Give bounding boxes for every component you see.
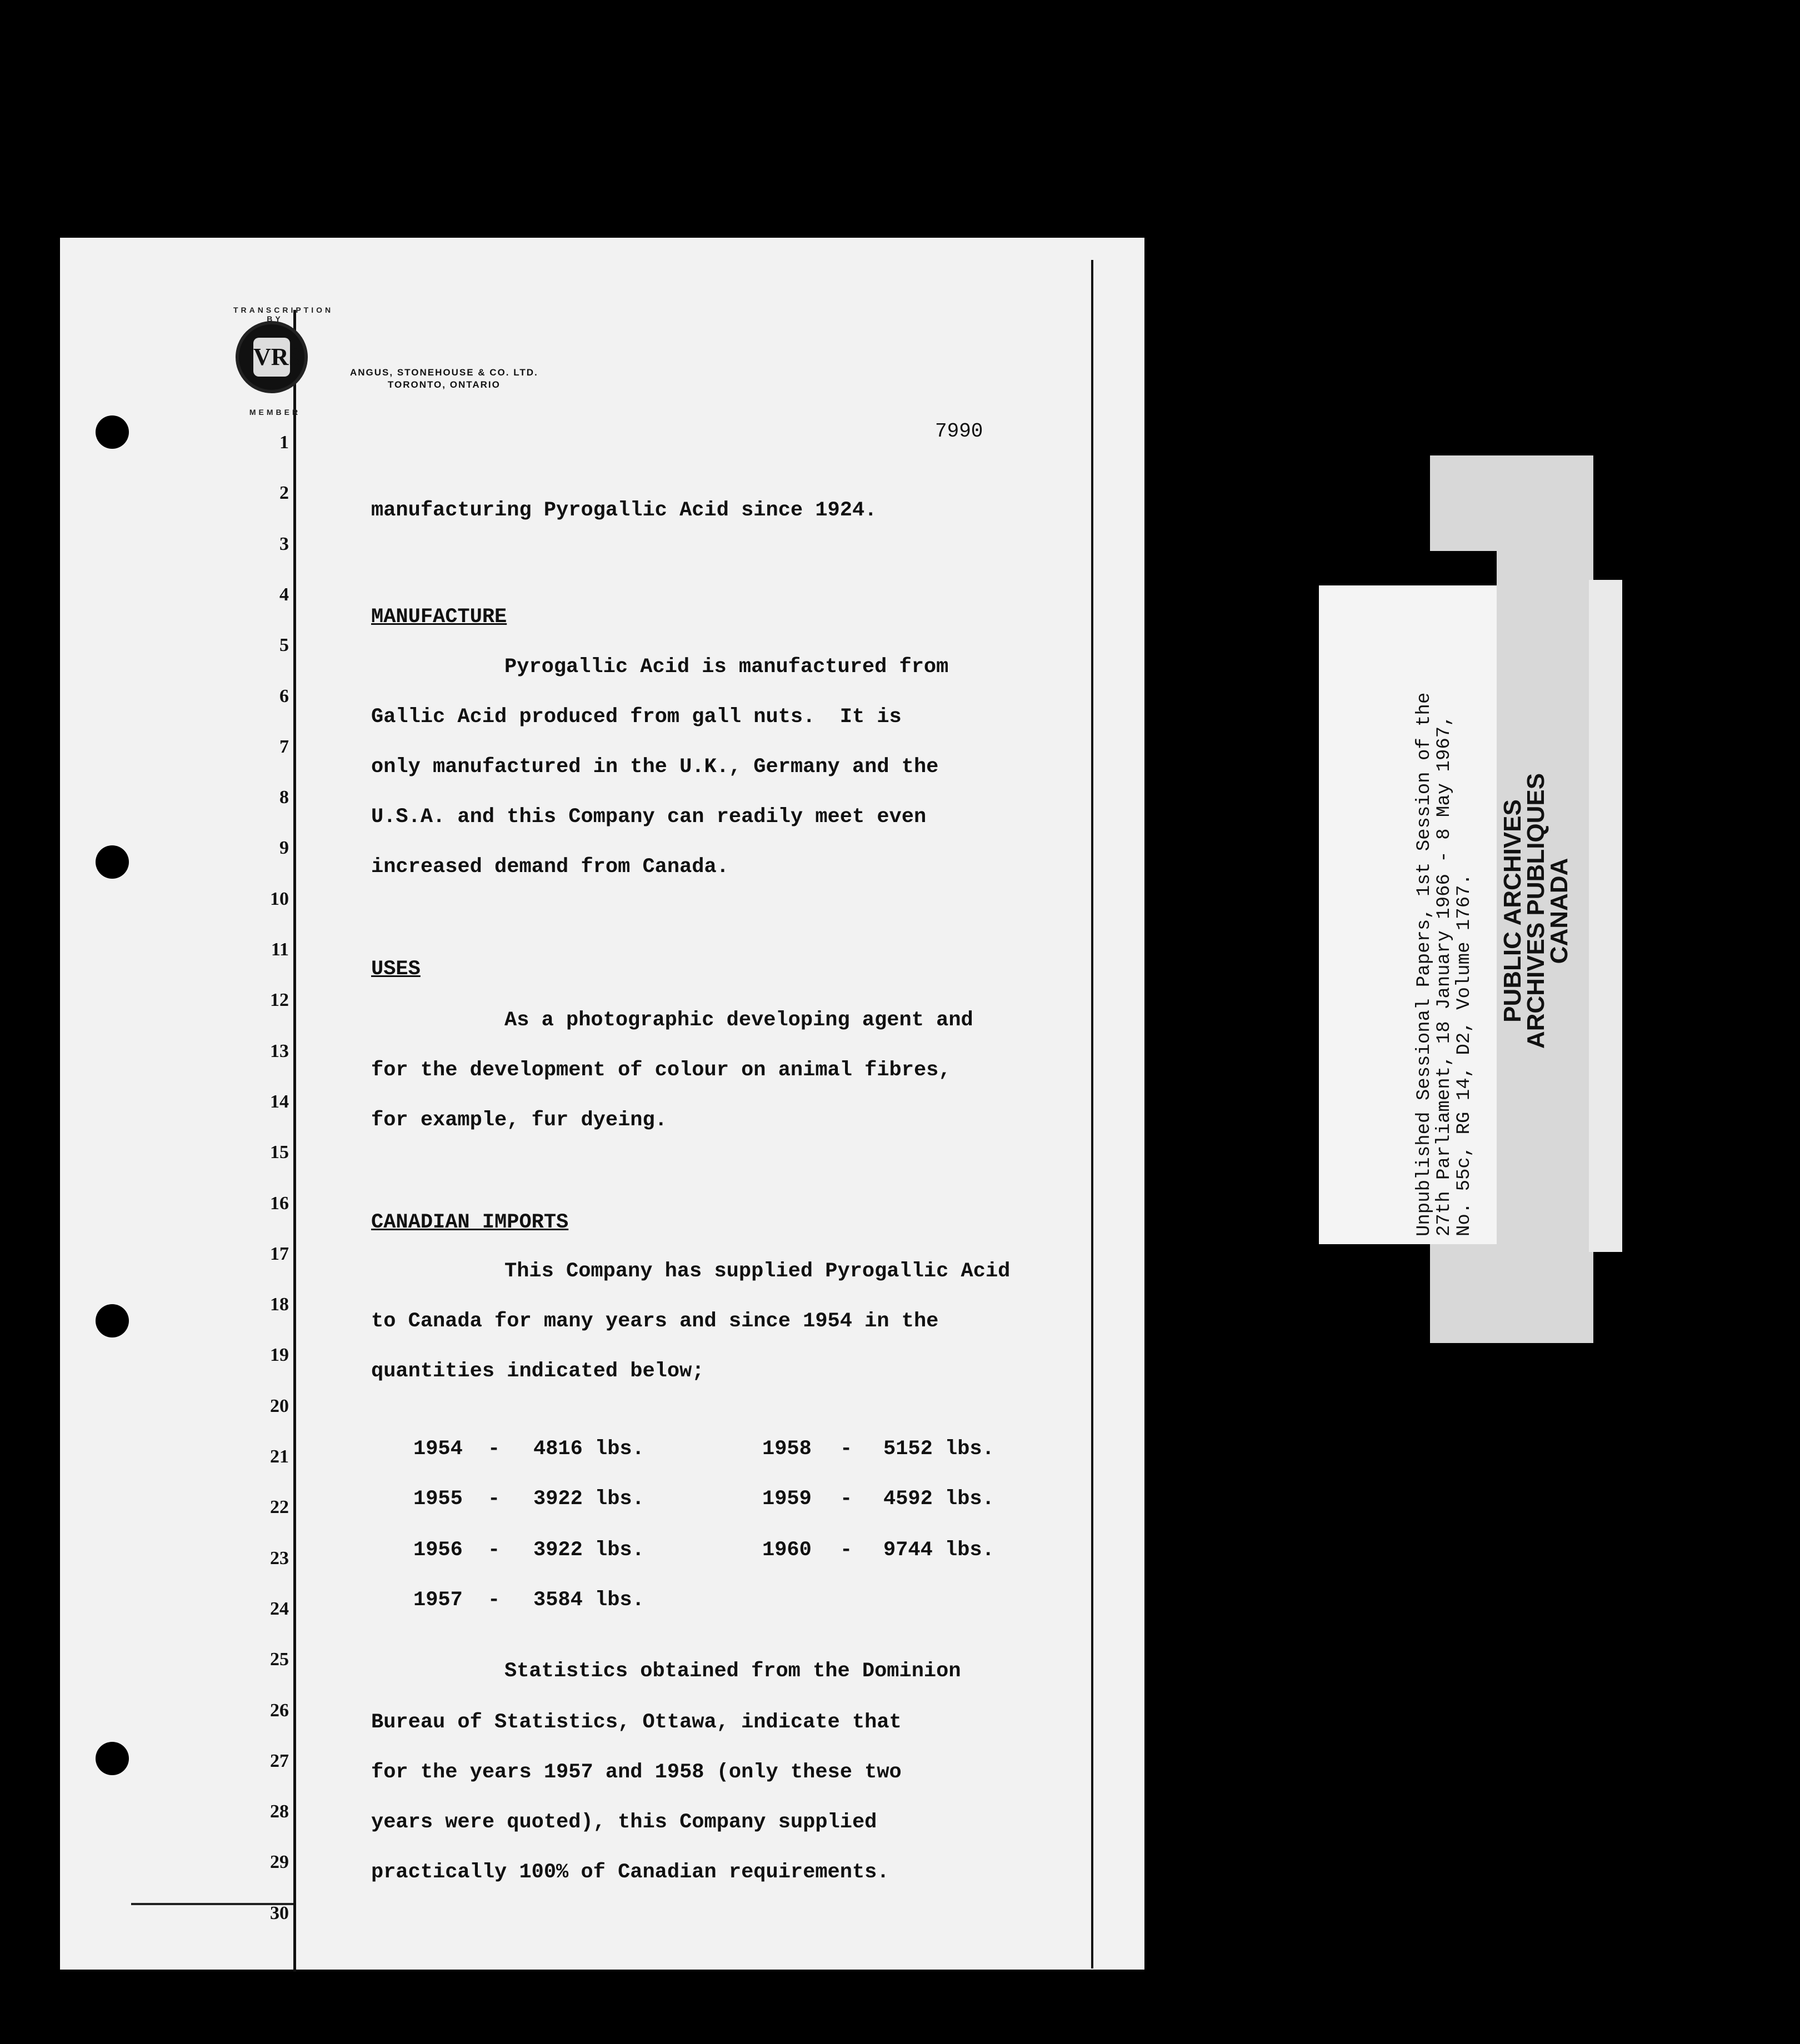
transcription-emblem-logo <box>233 305 334 417</box>
archive-tag-shadow <box>1589 580 1622 1252</box>
import-year: 1957 <box>413 1589 463 1612</box>
import-quantity: 4592 lbs. <box>883 1487 994 1511</box>
public-archives-stamp <box>1501 733 1571 1089</box>
body-line: practically 100% of Canadian requirements. <box>371 1861 889 1884</box>
stamp-line: CANADA <box>1546 858 1573 964</box>
body-line: Gallic Acid produced from gall nuts. It is <box>371 705 902 729</box>
import-quantity: 3922 lbs. <box>533 1487 644 1511</box>
line-number: 9 <box>279 838 289 859</box>
line-number: 17 <box>270 1243 289 1264</box>
right-margin-rule <box>1091 260 1093 1968</box>
punch-hole <box>96 1742 129 1775</box>
import-dash: - <box>840 1539 853 1562</box>
import-dash: - <box>488 1487 501 1511</box>
import-quantity: 9744 lbs. <box>883 1539 994 1562</box>
body-line: Pyrogallic Acid is manufactured from <box>504 655 949 679</box>
line-number: 1 <box>279 432 289 453</box>
line-number: 13 <box>270 1040 289 1061</box>
archive-tag-notch <box>1430 551 1497 585</box>
import-year: 1955 <box>413 1487 463 1511</box>
archive-tag-step <box>1497 551 1593 580</box>
body-line: only manufactured in the U.K., Germany and the <box>371 755 939 779</box>
punch-hole <box>96 415 129 449</box>
body-line: Statistics obtained from the Dominion <box>504 1660 961 1683</box>
body-line: quantities indicated below; <box>371 1360 704 1383</box>
import-dash: - <box>840 1487 853 1511</box>
import-quantity: 4816 lbs. <box>533 1437 644 1461</box>
line-number: 25 <box>270 1649 289 1670</box>
heading-uses: USES <box>371 958 421 981</box>
company-city: TORONTO, ONTARIO <box>387 379 501 390</box>
import-quantity: 3584 lbs. <box>533 1589 644 1612</box>
letterhead <box>350 367 538 391</box>
line-number: 15 <box>270 1142 289 1163</box>
body-line: for example, fur dyeing. <box>371 1109 667 1132</box>
line-number: 4 <box>279 584 289 605</box>
archive-caption-line: No. 55c, RG 14, D2, Volume 1767. <box>1454 874 1475 1236</box>
line-number: 16 <box>270 1193 289 1214</box>
body-line: U.S.A. and this Company can readily meet even <box>371 805 927 829</box>
line-number: 19 <box>270 1345 289 1366</box>
line-number: 6 <box>279 685 289 707</box>
body-line: manufacturing Pyrogallic Acid since 1924. <box>371 499 877 522</box>
document-number: 7990 <box>935 420 983 443</box>
body-line: for the development of colour on animal fibres, <box>371 1059 951 1082</box>
archive-caption <box>1414 693 1474 1236</box>
line-number: 12 <box>270 990 289 1011</box>
punch-hole <box>96 1304 129 1337</box>
line-number: 18 <box>270 1294 289 1315</box>
import-year: 1958 <box>762 1437 812 1461</box>
archive-caption-line: Unpublished Sessional Papers, 1st Session of the <box>1414 692 1435 1236</box>
emblem-top-text: TRANSCRIPTION BY <box>233 305 334 323</box>
emblem-mark: VRS <box>253 338 290 377</box>
line-number: 27 <box>270 1750 289 1771</box>
stamp-line: PUBLIC ARCHIVES <box>1499 799 1526 1023</box>
typed-document-page <box>60 238 1144 1970</box>
line-number: 2 <box>279 483 289 504</box>
import-quantity: 5152 lbs. <box>883 1437 994 1461</box>
body-line: increased demand from Canada. <box>371 855 729 879</box>
line-number: 8 <box>279 787 289 808</box>
punch-hole <box>96 845 129 879</box>
emblem-bottom-text: MEMBER <box>249 408 301 417</box>
stamp-line: ARCHIVES PUBLIQUES <box>1522 773 1549 1049</box>
line-number: 3 <box>279 533 289 554</box>
body-line: years were quoted), this Company supplied <box>371 1811 877 1834</box>
line-number: 5 <box>279 635 289 656</box>
import-year: 1959 <box>762 1487 812 1511</box>
line-number: 22 <box>270 1497 289 1518</box>
line-number: 7 <box>279 736 289 757</box>
heading-manufacture: MANUFACTURE <box>371 605 507 629</box>
import-quantity: 3922 lbs. <box>533 1539 644 1562</box>
line-number: 28 <box>270 1801 289 1822</box>
company-name: ANGUS, STONEHOUSE & CO. LTD. <box>350 367 538 378</box>
line-number: 21 <box>270 1446 289 1467</box>
line-number: 10 <box>270 888 289 909</box>
body-line: This Company has supplied Pyrogallic Acid <box>504 1260 1011 1283</box>
line-number: 30 <box>270 1902 289 1923</box>
line-number: 14 <box>270 1091 289 1112</box>
import-dash: - <box>488 1437 501 1461</box>
body-line: for the years 1957 and 1958 (only these two <box>371 1761 902 1784</box>
body-line: Bureau of Statistics, Ottawa, indicate that <box>371 1711 902 1734</box>
body-line: As a photographic developing agent and <box>504 1009 973 1032</box>
line-number: 20 <box>270 1395 289 1416</box>
left-margin-rule <box>293 310 296 1972</box>
line-number: 29 <box>270 1852 289 1873</box>
line-number: 11 <box>271 939 289 960</box>
import-dash: - <box>488 1589 501 1612</box>
archive-caption-line: 27th Parliament, 18 January 1966 - 8 May 1967, <box>1434 715 1455 1236</box>
import-dash: - <box>488 1539 501 1562</box>
import-year: 1954 <box>413 1437 463 1461</box>
import-dash: - <box>840 1437 853 1461</box>
line-number: 26 <box>270 1700 289 1721</box>
import-year: 1956 <box>413 1539 463 1562</box>
line-number: 24 <box>270 1598 289 1619</box>
line-number: 23 <box>270 1547 289 1569</box>
heading-canadian-imports: CANADIAN IMPORTS <box>371 1211 569 1234</box>
import-year: 1960 <box>762 1539 812 1562</box>
body-line: to Canada for many years and since 1954 in the <box>371 1310 939 1333</box>
